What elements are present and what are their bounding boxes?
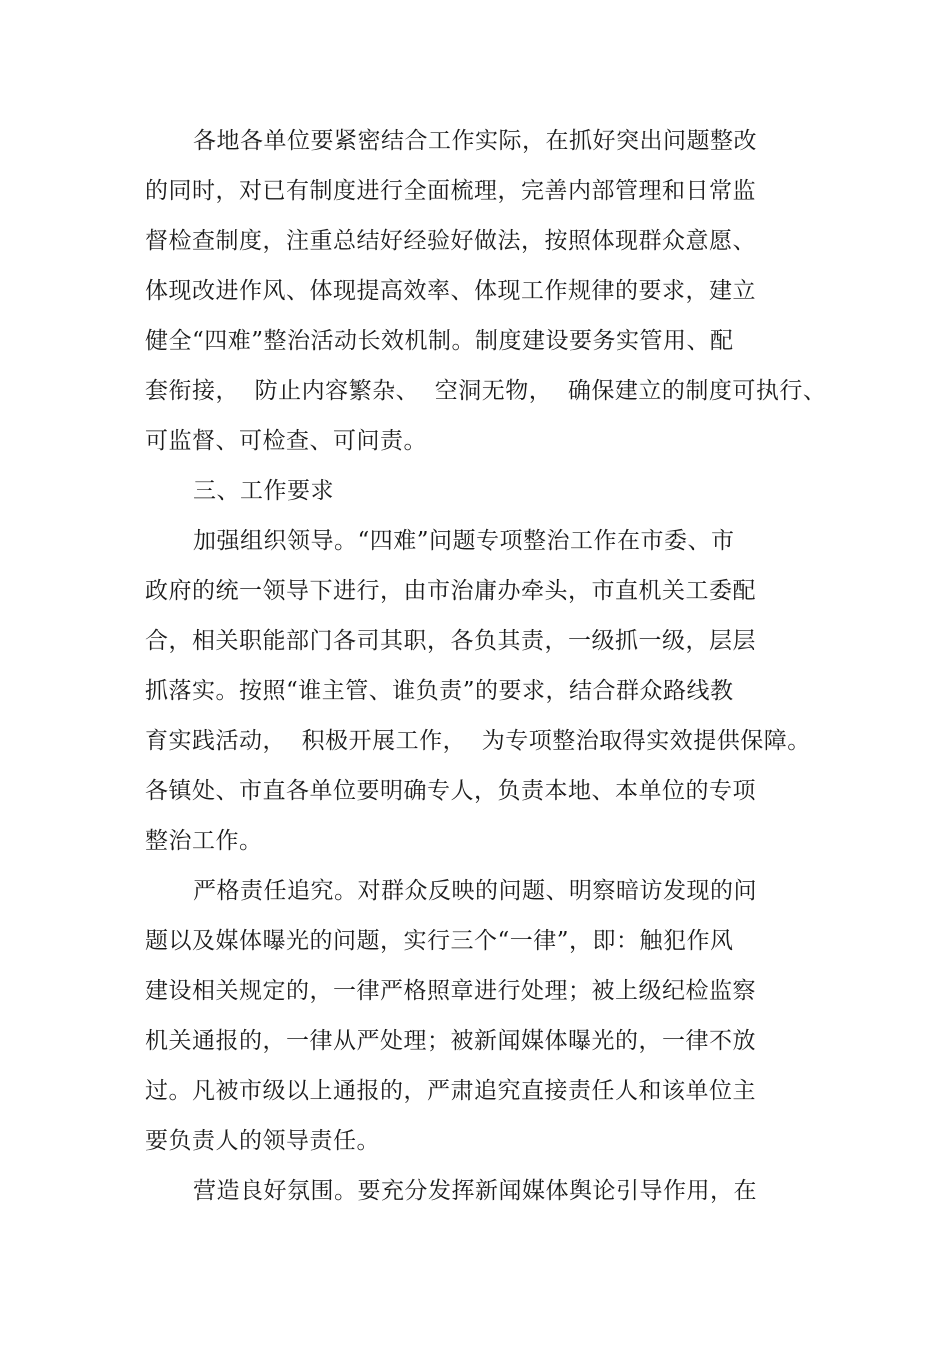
paragraph-line: 育实践活动， 积极开展工作， 为专项整治取得实效提供保障。 [145,728,811,754]
paragraph-line: 严格责任追究。对群众反映的问题、明察暗访发现的问 [193,878,757,904]
paragraph-line: 套衔接， 防止内容繁杂、 空洞无物， 确保建立的制度可执行、 [145,378,827,404]
paragraph-line: 加强组织领导。“四难”问题专项整治工作在市委、市 [193,528,735,554]
paragraph-line: 要负责人的领导责任。 [145,1128,380,1154]
paragraph-line: 的同时，对已有制度进行全面梳理，完善内部管理和日常监 [145,178,756,204]
paragraph-line: 过。凡被市级以上通报的，严肃追究直接责任人和该单位主 [145,1078,756,1104]
paragraph-line: 建设相关规定的，一律严格照章进行处理；被上级纪检监察 [145,978,756,1004]
paragraph-line: 机关通报的，一律从严处理；被新闻媒体曝光的，一律不放 [145,1028,756,1054]
paragraph-line: 健全“四难”整治活动长效机制。制度建设要务实管用、配 [145,328,734,354]
paragraph-line: 合，相关职能部门各司其职，各负其责，一级抓一级，层层 [145,628,756,654]
paragraph-line: 可监督、可检查、可问责。 [145,428,427,454]
paragraph-line: 整治工作。 [145,828,263,854]
paragraph-line: 各镇处、市直各单位要明确专人，负责本地、本单位的专项 [145,778,756,804]
paragraph-line: 题以及媒体曝光的问题，实行三个“一律”，即：触犯作风 [145,928,734,954]
paragraph-line: 营造良好氛围。要充分发挥新闻媒体舆论引导作用，在 [193,1178,757,1204]
paragraph-line: 体现改进作风、体现提高效率、体现工作规律的要求，建立 [145,278,756,304]
paragraph-line: 督检查制度，注重总结好经验好做法，按照体现群众意愿、 [145,228,756,254]
section-heading: 三、工作要求 [193,478,334,504]
paragraph-line: 各地各单位要紧密结合工作实际，在抓好突出问题整改 [193,128,757,154]
paragraph-line: 政府的统一领导下进行，由市治庸办牵头，市直机关工委配 [145,578,756,604]
paragraph-line: 抓落实。按照“谁主管、谁负责”的要求，结合群众路线教 [145,678,734,704]
